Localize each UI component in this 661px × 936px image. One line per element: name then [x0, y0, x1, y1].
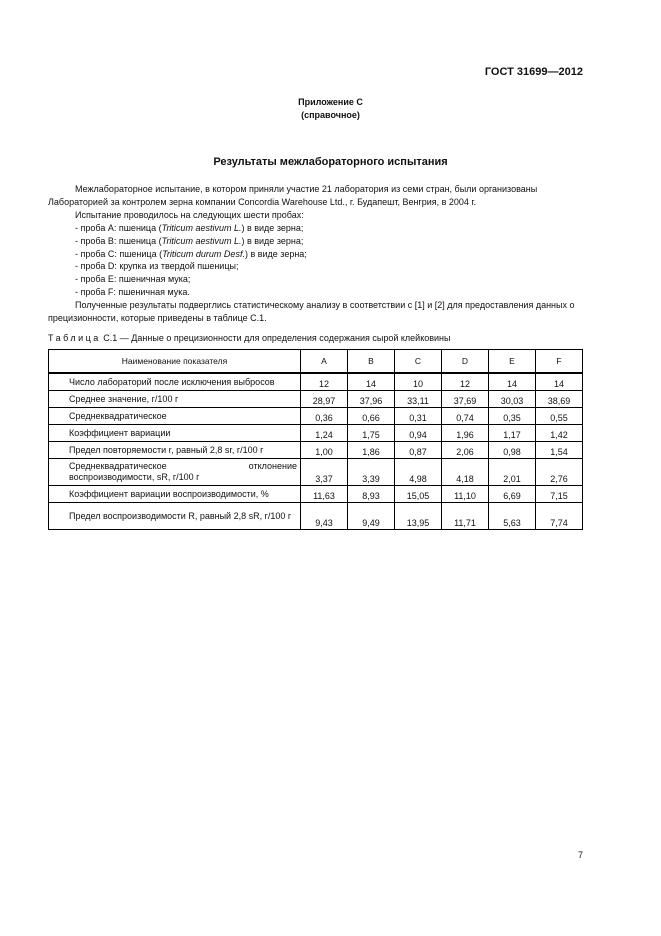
row-label: Коэффициент вариации — [49, 425, 301, 442]
section-title: Результаты межлабораторного испытания — [213, 156, 448, 168]
sample-item: - проба Е: пшеничная мука; — [75, 274, 191, 285]
table-header-row — [49, 350, 583, 374]
intro-paragraph-1: Межлабораторное испытание, в котором приняли участие 21 лаборатория из семи стран, были организованы Лабораторией за контролем зерна компании Concordia Warehouse Ltd., г. Будапешт, Венгрия, в 2004 г. — [48, 184, 538, 207]
cell: 1,42 — [536, 425, 583, 442]
header-indicator: Наименование показателя — [49, 350, 301, 374]
cell: 12 — [301, 373, 348, 391]
cell: 0,74 — [442, 408, 489, 425]
cell: 3,37 — [301, 459, 348, 486]
table-caption: Таблица С.1 — Данные о прецизионности для определения содержания сырой клейковины — [48, 333, 451, 343]
appendix-label: Приложение С — [298, 97, 363, 107]
cell: 28,97 — [301, 391, 348, 408]
table-row — [49, 373, 583, 391]
cell: 0,94 — [395, 425, 442, 442]
document-id: ГОСТ 31699—2012 — [484, 66, 583, 78]
intro-paragraph-3: Полученные результаты подверглись статистическому анализу в соответствии с [1] и [2] для предоставления данных о прецизионности, которые приведены в таблице С.1. — [48, 300, 575, 324]
cell: 4,98 — [395, 459, 442, 486]
cell: 0,55 — [536, 408, 583, 425]
cell: 11,10 — [442, 486, 489, 503]
row-label: Среднее значение, г/100 г — [49, 391, 301, 408]
cell: 1,00 — [301, 442, 348, 459]
row-label: Коэффициент вариации воспроизводимости, % — [49, 486, 301, 503]
cell: 2,06 — [442, 442, 489, 459]
intro-paragraph-2: Испытание проводилось на следующих шести пробах: — [75, 209, 304, 220]
header-sample-a: A — [301, 350, 348, 374]
cell: 33,11 — [395, 391, 442, 408]
table-row — [49, 391, 583, 408]
cell: 0,66 — [348, 408, 395, 425]
cell: 1,24 — [301, 425, 348, 442]
cell: 9,43 — [301, 503, 348, 530]
cell: 2,76 — [536, 459, 583, 486]
appendix-heading — [0, 96, 661, 122]
cell: 30,03 — [489, 391, 536, 408]
cell: 7,15 — [536, 486, 583, 503]
precision-table — [48, 349, 583, 530]
cell: 15,05 — [395, 486, 442, 503]
cell: 12 — [442, 373, 489, 391]
cell: 11,63 — [301, 486, 348, 503]
cell: 7,74 — [536, 503, 583, 530]
cell: 6,69 — [489, 486, 536, 503]
cell: 1,96 — [442, 425, 489, 442]
row-label: Предел повторяемости r, равный 2,8 sr, г/100 г — [49, 442, 301, 459]
table-row — [49, 425, 583, 442]
header-sample-e: E — [489, 350, 536, 374]
sample-item: - проба С: пшеница (Triticum durum Desf.) в виде зерна; — [75, 248, 307, 259]
cell: 0,36 — [301, 408, 348, 425]
cell: 0,35 — [489, 408, 536, 425]
table-row — [49, 503, 583, 530]
header-sample-b: B — [348, 350, 395, 374]
sample-item: - проба F: пшеничная мука. — [75, 287, 190, 298]
cell: 14 — [348, 373, 395, 391]
row-label: Среднеквадратическое отклонение воспроизводимости, sR, г/100 г — [49, 459, 301, 486]
cell: 4,18 — [442, 459, 489, 486]
cell: 37,69 — [442, 391, 489, 408]
appendix-type: (справочное) — [301, 110, 360, 120]
cell: 8,93 — [348, 486, 395, 503]
sample-item: - проба А: пшеница (Triticum aestivum L.) в виде зерна; — [75, 222, 304, 233]
table-row — [49, 408, 583, 425]
cell: 0,87 — [395, 442, 442, 459]
sample-item: - проба D: крупка из твердой пшеницы; — [75, 261, 239, 272]
cell: 11,71 — [442, 503, 489, 530]
cell: 38,69 — [536, 391, 583, 408]
row-label: Число лабораторий после исключения выбросов — [49, 373, 301, 391]
sample-item: - проба В: пшеница (Triticum aestivum L.) в виде зерна; — [75, 235, 304, 246]
header-sample-d: D — [442, 350, 489, 374]
cell: 1,17 — [489, 425, 536, 442]
header-sample-c: C — [395, 350, 442, 374]
cell: 1,86 — [348, 442, 395, 459]
cell: 1,75 — [348, 425, 395, 442]
cell: 37,96 — [348, 391, 395, 408]
cell: 2,01 — [489, 459, 536, 486]
row-label: Предел воспроизводимости R, равный 2,8 sR, г/100 г — [49, 503, 301, 530]
table-row — [49, 442, 583, 459]
cell: 14 — [489, 373, 536, 391]
cell: 0,31 — [395, 408, 442, 425]
cell: 5,63 — [489, 503, 536, 530]
table-row — [49, 486, 583, 503]
cell: 1,54 — [536, 442, 583, 459]
row-label: Среднеквадратическое — [49, 408, 301, 425]
cell: 3,39 — [348, 459, 395, 486]
header-sample-f: F — [536, 350, 583, 374]
page-number: 7 — [577, 850, 583, 860]
table-row — [49, 459, 583, 486]
cell: 9,49 — [348, 503, 395, 530]
cell: 14 — [536, 373, 583, 391]
intro-text — [48, 183, 582, 325]
cell: 0,98 — [489, 442, 536, 459]
cell: 13,95 — [395, 503, 442, 530]
cell: 10 — [395, 373, 442, 391]
